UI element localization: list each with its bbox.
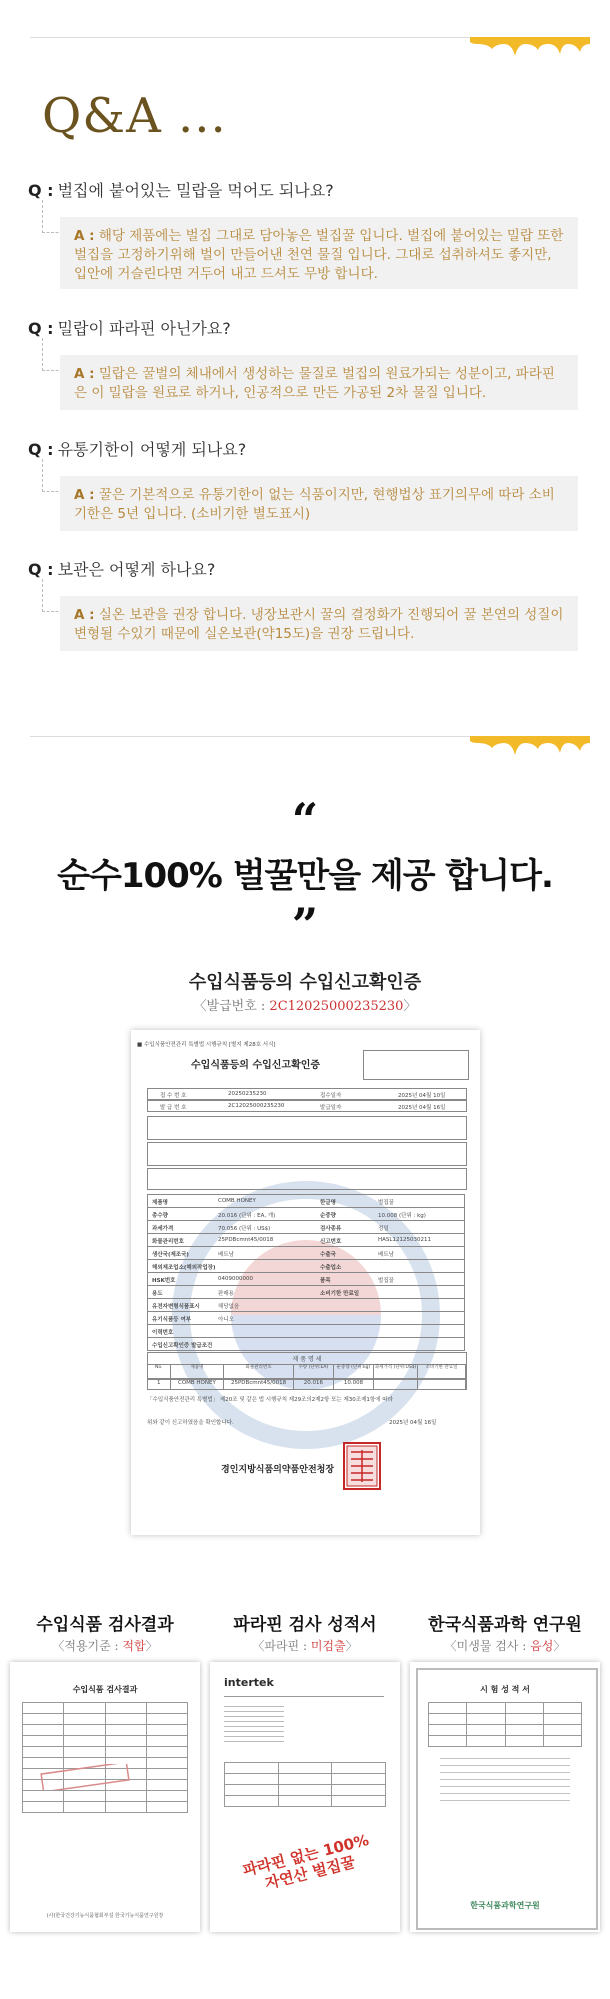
result-title-1: 수입식품 검사결과 <box>36 1615 174 1635</box>
doc-date: 2025년 04월 16일 <box>389 1420 437 1426</box>
result-title-2: 파라핀 검사 성적서 <box>233 1615 377 1635</box>
doc-agent-block <box>147 1168 467 1190</box>
paraffin-free-stamp: 파라핀 없는 100% 자연산 벌집꿀 <box>240 1830 371 1893</box>
answer-2: A : 밀랍은 꿀벌의 체내에서 생성하는 물질로 벌집의 원료가되는 성분이고, 파라핀은 이 밀랍을 원료로 하거나, 인공적으로 만든 가공된 2차 물질 입니다. <box>60 355 578 410</box>
doc-issuer: 경인지방식품의약품안전청장 <box>221 1465 335 1475</box>
answer-1: A : 해당 제품에는 벌집 그대로 담아놓은 벌집꿀 입니다. 벌집에 붙어있는 밀랍 또한 벌집을 고정하기위해 벌이 만들어낸 천연 물질 입니다. 그대로 섭취하셔도 좋지만, 입안에 거슬린다면 거두어 내고 드셔도 무방 합니다. <box>60 217 578 289</box>
doc-product-row: 제품명 COMB HONEY 한글명 벌집꿀 <box>147 1194 465 1208</box>
doc-product-row: 수입신고확인증 발급조건 <box>147 1338 465 1351</box>
qa-title: Q&A ... <box>42 88 227 144</box>
doc-product-row: 용도 판매용 소비기한 만료일 <box>147 1286 465 1299</box>
paraffin-test-report-document: intertek 파라핀 없는 100% 자연산 벌집꿀 <box>210 1662 400 1932</box>
doc-header-note: ■ 수입식품안전관리 특별법 시행규칙 [별지 제28호 서식] <box>137 1042 276 1048</box>
certificate-title: 수입식품등의 수입신고확인증 <box>188 972 422 993</box>
doc-legal-text: 「수입식품안전관리 특별법」 제20조 및 같은 법 시행규칙 제29조의2제2항 또는 제30조제1항에 따라 <box>147 1397 393 1403</box>
result-subtitle-1: 〈적용기준 : 적합〉 <box>52 1639 158 1653</box>
inspection-result-document: 수입식품 검사결과 (사)한국건강기능식품협회부설 한국기능식품연구원장 <box>10 1662 200 1932</box>
microbial-test-certificate-document: 시 험 성 적 서 한국식품과학연구원 <box>410 1662 600 1932</box>
import-certificate-document <box>131 1030 480 1535</box>
doc-product-row: 유전자변형식품표시 해당없음 <box>147 1299 465 1312</box>
honey-drip-top <box>470 30 590 60</box>
doc-product-row: 생산국(제조국) 베트남 수출국 베트남 <box>147 1247 465 1260</box>
doc-detail-columns: No. 제품명 화물관리번호 수량 (단위:EA) 순중량 (단위:kg) 과세가격 (단위:US$) 소비기한 만료일 <box>147 1364 467 1380</box>
question-1: Q : 벌집에 붙어있는 밀랍을 먹어도 되나요? <box>28 181 334 200</box>
result-subtitle-2: 〈파라핀 : 미검출〉 <box>252 1639 358 1653</box>
doc-product-table <box>147 1194 465 1351</box>
doc-detail-row: 1 COMB HONEY 25PDBcmnt45/0018 20.016 10.008 <box>147 1378 467 1390</box>
doc-title: 수입식품등의 수입신고확인증 <box>191 1060 321 1071</box>
question-4: Q : 보관은 어떻게 하나요? <box>28 560 216 579</box>
doc-product-row: 화물관리번호 25PDBcmnt45/0018 신고번호 HASL12125030211 <box>147 1234 465 1247</box>
doc-product-row: 이력번호 <box>147 1325 465 1338</box>
doc-row-issue: 발 급 번 호 2C12025000235230 발급일자 2025년 04월 16일 <box>147 1100 467 1112</box>
doc-product-row: 과세가격 70.056 (단위 : US$) 검사종류 정밀 <box>147 1221 465 1234</box>
doc-row-receipt: 접 수 번 호 20250235230 접수일자 2025년 04월 10일 <box>147 1088 467 1100</box>
official-red-seal <box>343 1442 381 1490</box>
doc-confirm-text: 위와 같이 신고하였음을 확인합니다. <box>147 1420 234 1426</box>
doc-product-row: HSK번호 0409000000 품목 벌집꿀 <box>147 1273 465 1286</box>
open-quote-mark: “ <box>291 793 319 847</box>
doc-applicant-block <box>147 1116 467 1140</box>
result-subtitle-3: 〈미생물 검사 : 음성〉 <box>444 1639 566 1653</box>
answer-3: A : 꿀은 기본적으로 유통기한이 없는 식품이지만, 현행법상 표기의무에 따라 소비기한은 5년 입니다. (소비기한 별도표시) <box>60 476 578 531</box>
red-stamp-mark <box>40 1764 130 1790</box>
close-quote-mark: ” <box>291 898 319 952</box>
honey-drip-middle <box>470 729 590 759</box>
question-3: Q : 유통기한이 어떻게 되나요? <box>28 440 247 459</box>
doc-manufacturer-block <box>147 1142 467 1166</box>
headline: 순수100% 벌꿀만을 제공 합니다. <box>57 856 553 896</box>
result-title-3: 한국식품과학 연구원 <box>428 1615 582 1635</box>
doc-product-row: 유기식품등 여부 아니오 <box>147 1312 465 1325</box>
doc-product-row: 해외제조업소(해외작업장) 수출업소 <box>147 1260 465 1273</box>
answer-4: A : 실온 보관을 권장 합니다. 냉장보관시 꿀의 결정화가 진행되어 꿀 본연의 성질이 변형될 수있기 때문에 실온보관(약15도)을 권장 드립니다. <box>60 596 578 651</box>
doc-detail-header: 제 품 명 세 <box>147 1352 467 1365</box>
certificate-number: 〈발급번호 : 2C12025000235230〉 <box>193 999 417 1014</box>
question-2: Q : 밀랍이 파라핀 아닌가요? <box>28 319 231 338</box>
doc-product-row: 총수량 20.016 (단위 : EA, 개) 순중량 10.008 (단위 : kg) <box>147 1208 465 1221</box>
